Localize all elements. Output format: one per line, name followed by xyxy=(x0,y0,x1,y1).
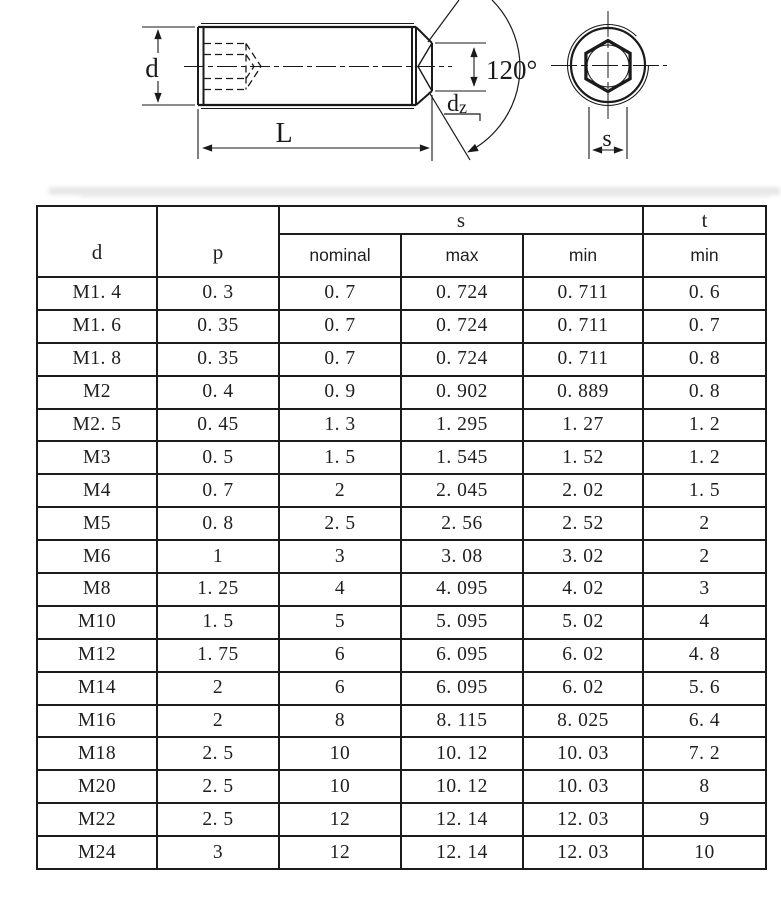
spec-cell-d: M12 xyxy=(37,639,157,672)
set-screw-technical-drawing xyxy=(0,0,781,196)
table-row xyxy=(37,409,766,442)
label-dz: dz xyxy=(447,91,467,117)
table-row xyxy=(37,343,766,376)
table-row xyxy=(37,836,766,869)
spec-cell-d: M5 xyxy=(37,507,157,540)
spec-cell-p: 0. 3 xyxy=(157,277,279,310)
spec-cell-s-nominal: 10 xyxy=(279,737,401,770)
spec-cell-p: 2. 5 xyxy=(157,770,279,803)
spec-cell-s-min: 10. 03 xyxy=(523,737,643,770)
spec-cell-t-min: 1. 2 xyxy=(643,441,766,474)
spec-cell-s-max: 2. 56 xyxy=(401,507,523,540)
spec-cell-p: 2 xyxy=(157,705,279,738)
spec-cell-p: 0. 5 xyxy=(157,441,279,474)
table-row xyxy=(37,507,766,540)
table-row xyxy=(37,672,766,705)
spec-cell-s-nominal: 1. 5 xyxy=(279,441,401,474)
spec-cell-p: 2. 5 xyxy=(157,737,279,770)
label-s: s xyxy=(602,126,612,152)
spec-cell-s-max: 5. 095 xyxy=(401,606,523,639)
spec-cell-s-nominal: 3 xyxy=(279,540,401,573)
spec-cell-s-min: 6. 02 xyxy=(523,672,643,705)
spec-cell-p: 0. 4 xyxy=(157,376,279,409)
spec-cell-d: M18 xyxy=(37,737,157,770)
spec-cell-p: 1. 75 xyxy=(157,639,279,672)
label-angle: 120° xyxy=(486,55,538,85)
subheader-s-nominal: nominal xyxy=(279,234,401,277)
spec-cell-s-min: 12. 03 xyxy=(523,803,643,836)
spec-cell-s-nominal: 0. 9 xyxy=(279,376,401,409)
side-view-screw-body xyxy=(184,24,452,109)
spec-cell-p: 2 xyxy=(157,672,279,705)
spec-cell-s-max: 1. 545 xyxy=(401,441,523,474)
spec-cell-p: 0. 35 xyxy=(157,343,279,376)
spec-cell-s-min: 10. 03 xyxy=(523,770,643,803)
spec-cell-s-max: 0. 902 xyxy=(401,376,523,409)
spec-cell-s-nominal: 12 xyxy=(279,803,401,836)
table-row xyxy=(37,573,766,606)
spec-cell-s-max: 0. 724 xyxy=(401,310,523,343)
spec-table-body xyxy=(37,277,766,869)
spec-cell-p: 1. 5 xyxy=(157,606,279,639)
spec-cell-d: M20 xyxy=(37,770,157,803)
spec-cell-s-nominal: 0. 7 xyxy=(279,310,401,343)
spec-cell-p: 1. 25 xyxy=(157,573,279,606)
subheader-s-min: min xyxy=(523,234,643,277)
header-t-group: t xyxy=(643,206,766,234)
spec-cell-t-min: 2 xyxy=(643,507,766,540)
spec-cell-d: M6 xyxy=(37,540,157,573)
spec-cell-s-min: 5. 02 xyxy=(523,606,643,639)
spec-cell-d: M10 xyxy=(37,606,157,639)
table-row xyxy=(37,376,766,409)
label-d: d xyxy=(145,53,159,83)
header-d: d xyxy=(37,206,157,277)
spec-cell-s-nominal: 8 xyxy=(279,705,401,738)
spec-cell-s-max: 1. 295 xyxy=(401,409,523,442)
spec-cell-s-min: 3. 02 xyxy=(523,540,643,573)
spec-cell-t-min: 0. 8 xyxy=(643,376,766,409)
table-row xyxy=(37,606,766,639)
spec-cell-p: 0. 8 xyxy=(157,507,279,540)
spec-cell-t-min: 1. 2 xyxy=(643,409,766,442)
scan-artifact-band-2 xyxy=(80,193,770,197)
spec-cell-d: M8 xyxy=(37,573,157,606)
spec-cell-t-min: 3 xyxy=(643,573,766,606)
spec-cell-s-min: 0. 711 xyxy=(523,277,643,310)
spec-cell-s-max: 4. 095 xyxy=(401,573,523,606)
spec-cell-s-nominal: 6 xyxy=(279,639,401,672)
spec-cell-d: M22 xyxy=(37,803,157,836)
spec-cell-d: M16 xyxy=(37,705,157,738)
table-row xyxy=(37,737,766,770)
spec-cell-s-max: 0. 724 xyxy=(401,277,523,310)
table-row xyxy=(37,705,766,738)
spec-cell-s-max: 8. 115 xyxy=(401,705,523,738)
spec-cell-s-min: 0. 889 xyxy=(523,376,643,409)
spec-cell-t-min: 2 xyxy=(643,540,766,573)
spec-cell-s-nominal: 1. 3 xyxy=(279,409,401,442)
spec-cell-s-max: 6. 095 xyxy=(401,672,523,705)
end-view-hex-socket xyxy=(551,11,667,121)
spec-cell-d: M4 xyxy=(37,474,157,507)
spec-cell-t-min: 0. 7 xyxy=(643,310,766,343)
spec-cell-p: 3 xyxy=(157,836,279,869)
spec-cell-s-max: 12. 14 xyxy=(401,803,523,836)
spec-cell-t-min: 0. 6 xyxy=(643,277,766,310)
spec-cell-d: M1. 8 xyxy=(37,343,157,376)
table-row xyxy=(37,474,766,507)
spec-cell-s-nominal: 2 xyxy=(279,474,401,507)
spec-cell-t-min: 1. 5 xyxy=(643,474,766,507)
spec-cell-d: M2. 5 xyxy=(37,409,157,442)
dimension-spec-table xyxy=(36,205,767,870)
spec-cell-s-nominal: 12 xyxy=(279,836,401,869)
spec-cell-s-max: 6. 095 xyxy=(401,639,523,672)
spec-cell-t-min: 0. 8 xyxy=(643,343,766,376)
spec-cell-s-nominal: 2. 5 xyxy=(279,507,401,540)
spec-cell-s-min: 12. 03 xyxy=(523,836,643,869)
table-row xyxy=(37,540,766,573)
spec-cell-d: M1. 4 xyxy=(37,277,157,310)
spec-cell-d: M2 xyxy=(37,376,157,409)
spec-cell-s-min: 2. 02 xyxy=(523,474,643,507)
spec-cell-s-min: 1. 52 xyxy=(523,441,643,474)
table-row xyxy=(37,639,766,672)
spec-cell-s-nominal: 0. 7 xyxy=(279,343,401,376)
spec-cell-s-max: 2. 045 xyxy=(401,474,523,507)
spec-table-header xyxy=(37,206,766,277)
spec-cell-s-min: 2. 52 xyxy=(523,507,643,540)
spec-cell-t-min: 10 xyxy=(643,836,766,869)
spec-cell-p: 2. 5 xyxy=(157,803,279,836)
spec-cell-t-min: 7. 2 xyxy=(643,737,766,770)
subheader-s-max: max xyxy=(401,234,523,277)
spec-cell-s-max: 12. 14 xyxy=(401,836,523,869)
spec-cell-s-nominal: 5 xyxy=(279,606,401,639)
spec-cell-s-max: 10. 12 xyxy=(401,737,523,770)
label-L: L xyxy=(275,118,293,149)
spec-cell-s-min: 6. 02 xyxy=(523,639,643,672)
table-row xyxy=(37,277,766,310)
spec-cell-d: M14 xyxy=(37,672,157,705)
header-p: p xyxy=(157,206,279,277)
spec-cell-p: 0. 35 xyxy=(157,310,279,343)
spec-cell-t-min: 4 xyxy=(643,606,766,639)
spec-cell-t-min: 5. 6 xyxy=(643,672,766,705)
spec-cell-t-min: 6. 4 xyxy=(643,705,766,738)
spec-cell-t-min: 8 xyxy=(643,770,766,803)
spec-cell-s-nominal: 4 xyxy=(279,573,401,606)
table-row xyxy=(37,803,766,836)
table-row xyxy=(37,770,766,803)
spec-cell-s-nominal: 6 xyxy=(279,672,401,705)
spec-cell-s-min: 0. 711 xyxy=(523,343,643,376)
spec-cell-d: M24 xyxy=(37,836,157,869)
spec-cell-t-min: 9 xyxy=(643,803,766,836)
spec-cell-s-min: 0. 711 xyxy=(523,310,643,343)
spec-cell-t-min: 4. 8 xyxy=(643,639,766,672)
spec-cell-s-nominal: 0. 7 xyxy=(279,277,401,310)
spec-cell-s-min: 1. 27 xyxy=(523,409,643,442)
spec-cell-p: 0. 45 xyxy=(157,409,279,442)
spec-cell-s-max: 10. 12 xyxy=(401,770,523,803)
spec-cell-d: M3 xyxy=(37,441,157,474)
spec-cell-s-max: 0. 724 xyxy=(401,343,523,376)
spec-cell-s-min: 4. 02 xyxy=(523,573,643,606)
spec-cell-s-max: 3. 08 xyxy=(401,540,523,573)
table-row xyxy=(37,310,766,343)
spec-cell-p: 1 xyxy=(157,540,279,573)
table-row xyxy=(37,441,766,474)
header-s-group: s xyxy=(279,206,643,234)
spec-cell-d: M1. 6 xyxy=(37,310,157,343)
spec-cell-p: 0. 7 xyxy=(157,474,279,507)
spec-cell-s-nominal: 10 xyxy=(279,770,401,803)
subheader-t-min: min xyxy=(643,234,766,277)
spec-cell-s-min: 8. 025 xyxy=(523,705,643,738)
